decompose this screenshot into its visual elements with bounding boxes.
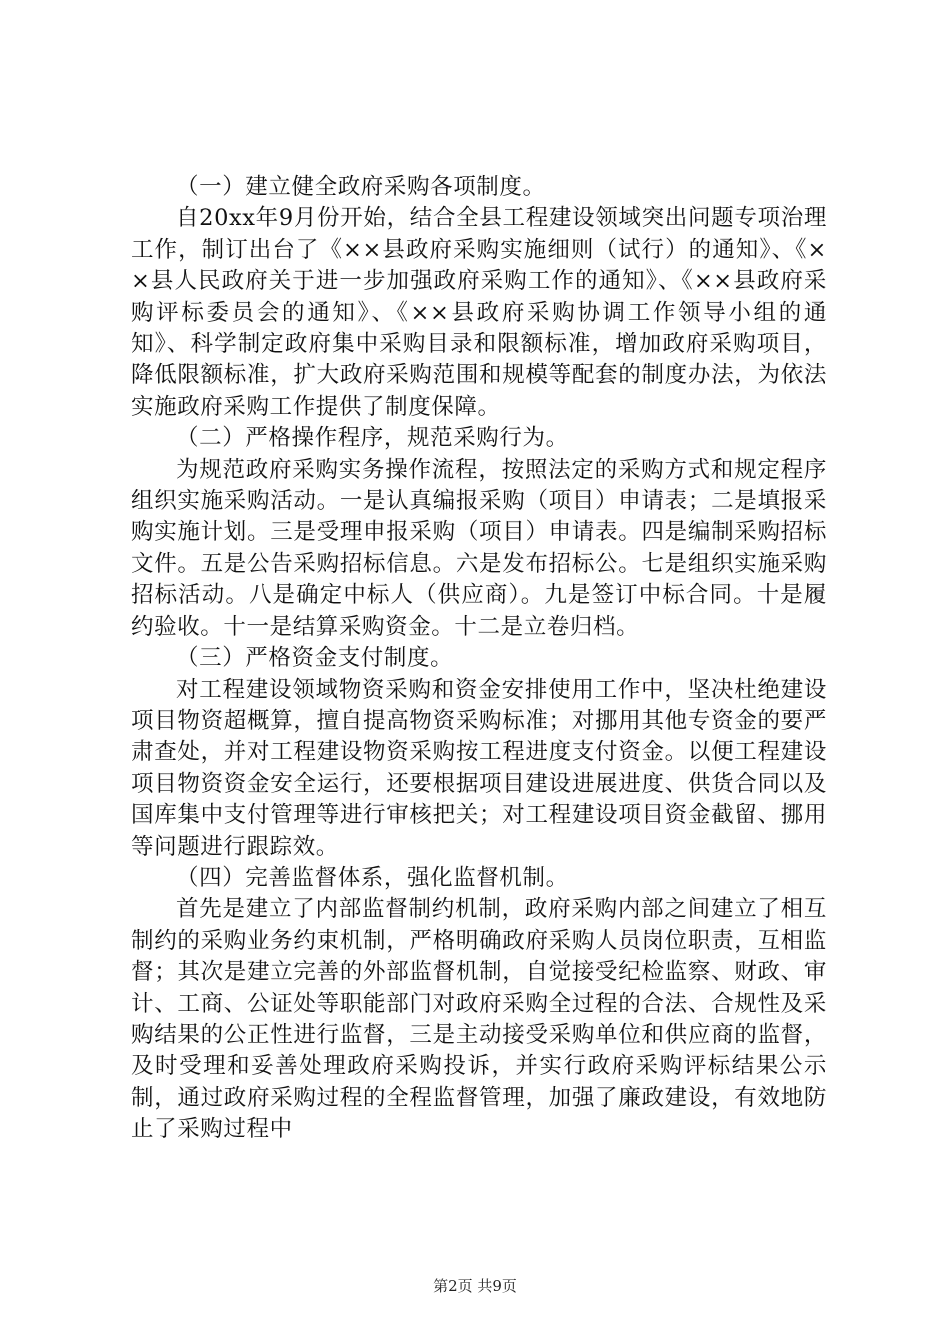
- section-heading-4: （四）完善监督体系，强化监督机制。: [176, 864, 569, 891]
- body-paragraph-2: 为规范政府采购实务操作流程，按照法定的采购方式和规定程序组织实施采购活动。一是认真编报采购（项目）申请表；二是填报采购实施计划。三是受理申报采购（项目）申请表。四是编制采购招标文件。五是公告采购招标信息。六是发布招标公。七是组织实施采购招标活动。八是确定中标人（供应商）。九是签订中标合同。十是履约验收。十一是结算采购资金。十二是立卷归档。: [131, 456, 827, 640]
- body-paragraph-4: 首先是建立了内部监督制约机制，政府采购内部之间建立了相互制约的采购业务约束机制，严格明确政府采购人员岗位职责，互相监督；其次是建立完善的外部监督机制，自觉接受纪检监察、财政、审计、工商、公证处等职能部门对政府采购全过程的合法、合规性及采购结果的公正性进行监督，三是主动接受采购单位和供应商的监督，及时受理和妥善处理政府采购投诉，并实行政府采购评标结果公示制，通过政府采购过程的全程监督管理，加强了廉政建设，有效地防止了采购过程中: [131, 896, 827, 1143]
- document-body: [131, 172, 827, 1146]
- body-paragraph-1: 自20xx年9月份开始，结合全县工程建设领域突出问题专项治理工作，制订出台了《××县政府采购实施细则（试行）的通知》、《××县人民政府关于进一步加强政府采购工作的通知》、《××县政府采购评标委员会的通知》、《××县政府采购协调工作领导小组的通知》、科学制定政府集中采购目录和限额标准，增加政府采购项目，降低限额标准，扩大政府采购范围和规模等配套的制度办法，为依法实施政府采购工作提供了制度保障。: [131, 205, 827, 420]
- section-heading-3: （三）严格资金支付制度。: [176, 645, 454, 672]
- section-heading-2: （二）严格操作程序，规范采购行为。: [176, 425, 569, 452]
- section-heading-1: （一）建立健全政府采购各项制度。: [176, 174, 546, 200]
- body-paragraph-3: 对工程建设领域物资采购和资金安排使用工作中，坚决杜绝建设项目物资超概算，擅自提高物资采购标准；对挪用其他专资金的要严肃查处，并对工程建设物资采购按工程进度支付资金。以便工程建设项目物资资金安全运行，还要根据项目建设进展进度、供货合同以及国库集中支付管理等进行审核把关；对工程建设项目资金截留、挪用等问题进行跟踪效。: [131, 676, 827, 860]
- page-footer: 第2页 共9页: [433, 1277, 517, 1295]
